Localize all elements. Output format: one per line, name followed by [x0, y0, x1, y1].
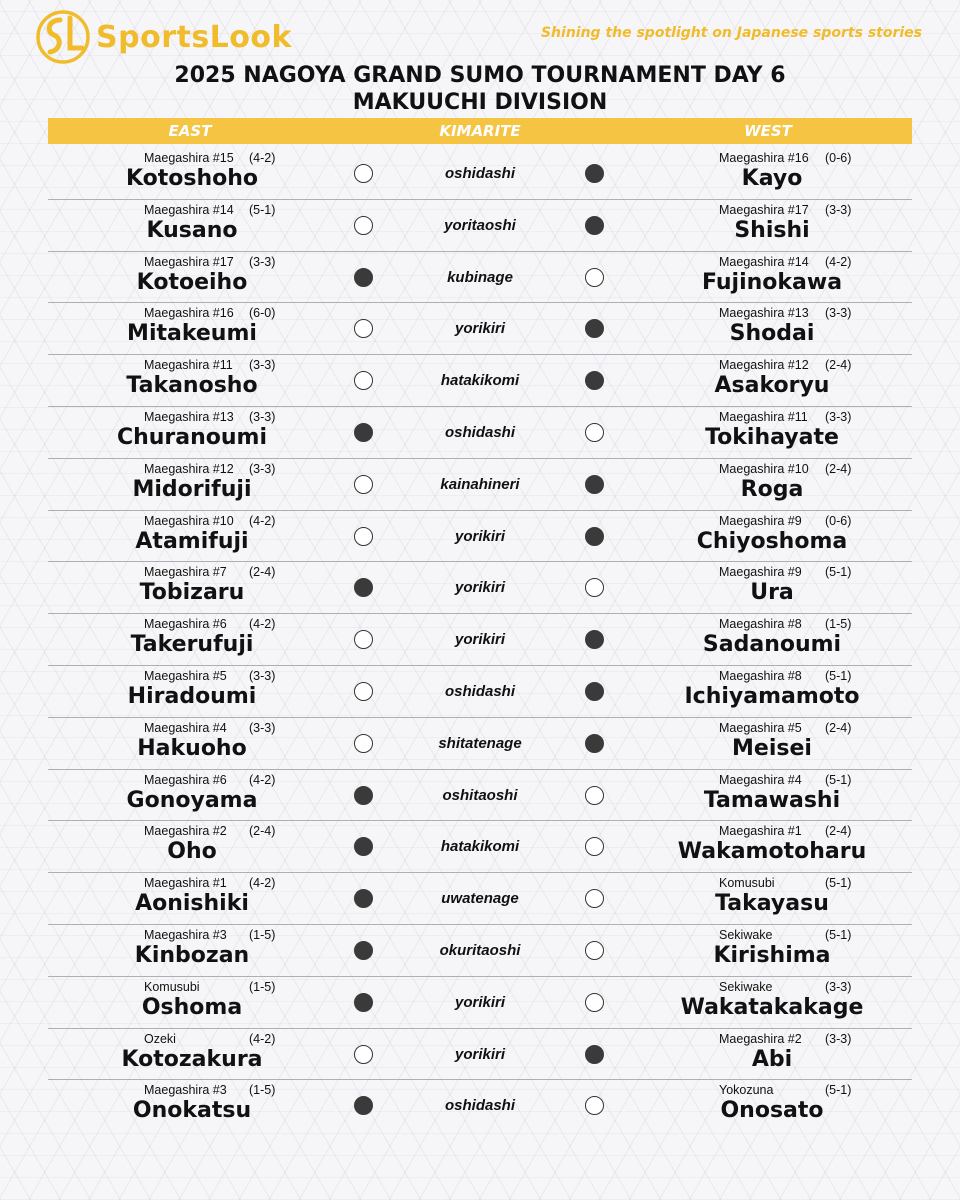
east-rank: Maegashira #4: [144, 720, 227, 735]
east-record: (6-0): [249, 306, 276, 321]
east-wrestler: [88, 303, 388, 354]
bout-row: [48, 770, 912, 822]
east-wrestler: [88, 459, 388, 510]
east-name: Takanosho: [126, 373, 258, 399]
west-rank: Maegashira #9: [719, 565, 802, 580]
west-record: (2-4): [825, 824, 852, 839]
west-rank: Maegashira #8: [719, 617, 802, 632]
east-wrestler: [88, 1029, 388, 1080]
bout-list: [48, 148, 912, 1132]
east-wrestler: [88, 614, 388, 665]
west-rank: Maegashira #5: [719, 720, 802, 735]
east-result-black-circle-icon: [354, 423, 373, 442]
east-wrestler: [88, 770, 388, 821]
west-wrestler: [618, 873, 918, 924]
kimarite: uwatenage: [441, 890, 519, 908]
west-rank: Maegashira #1: [719, 824, 802, 839]
west-record: (3-3): [825, 979, 852, 994]
east-wrestler: [88, 925, 388, 976]
kimarite: yorikiri: [454, 527, 506, 545]
west-wrestler: [618, 821, 918, 872]
west-result-black-circle-icon: [585, 371, 604, 390]
east-result-white-circle-icon: [354, 475, 373, 494]
west-rank: Maegashira #8: [719, 668, 802, 683]
west-result-white-circle-icon: [585, 889, 604, 908]
east-name: Kotoeiho: [136, 269, 248, 295]
west-name: Ura: [750, 580, 794, 606]
east-record: (4-2): [249, 513, 276, 528]
east-result-white-circle-icon: [354, 164, 373, 183]
bout-row: [48, 407, 912, 459]
east-name: Kinbozan: [134, 942, 250, 968]
east-name: Kotozakura: [121, 1046, 263, 1072]
east-rank: Maegashira #10: [144, 513, 234, 528]
east-name: Churanoumi: [116, 424, 268, 450]
east-result-black-circle-icon: [354, 268, 373, 287]
west-result-black-circle-icon: [585, 734, 604, 753]
kimarite: yorikiri: [454, 1045, 506, 1063]
brand-name: SportsLook: [96, 19, 292, 55]
east-record: (3-3): [249, 668, 276, 683]
east-wrestler: [88, 821, 388, 872]
bout-row: [48, 614, 912, 666]
east-result-white-circle-icon: [354, 527, 373, 546]
east-name: Gonoyama: [126, 787, 258, 813]
kimarite: okuritaoshi: [439, 941, 521, 959]
west-name: Wakamotoharu: [677, 839, 867, 865]
west-rank: Sekiwake: [719, 979, 773, 994]
west-record: (5-1): [825, 1083, 852, 1098]
west-result-black-circle-icon: [585, 630, 604, 649]
east-record: (3-3): [249, 720, 276, 735]
west-wrestler: [618, 148, 918, 199]
west-rank: Maegashira #11: [719, 409, 808, 424]
west-rank: Maegashira #13: [719, 306, 809, 321]
title-line-1: 2025 NAGOYA GRAND SUMO TOURNAMENT DAY 6: [174, 63, 786, 88]
east-result-white-circle-icon: [354, 1045, 373, 1064]
east-record: (4-2): [249, 617, 276, 632]
east-rank: Maegashira #17: [144, 254, 234, 269]
kimarite: kubinage: [447, 268, 513, 286]
west-rank: Komusubi: [719, 876, 775, 891]
title-line-2: MAKUUCHI DIVISION: [352, 90, 608, 115]
east-name: Hakuoho: [137, 735, 247, 761]
west-record: (0-6): [825, 151, 852, 165]
bout-row: [48, 303, 912, 355]
west-name: Ichiyamamoto: [684, 683, 860, 709]
west-result-white-circle-icon: [585, 993, 604, 1012]
bout-row: [48, 459, 912, 511]
west-record: (5-1): [825, 876, 852, 891]
west-name: Wakatakakage: [680, 994, 864, 1020]
west-wrestler: [618, 200, 918, 251]
west-record: (5-1): [825, 927, 852, 942]
west-rank: Maegashira #12: [719, 358, 809, 373]
west-result-white-circle-icon: [585, 578, 604, 597]
kimarite: hatakikomi: [440, 838, 520, 856]
west-wrestler: [618, 925, 918, 976]
east-record: (3-3): [249, 358, 276, 373]
east-result-black-circle-icon: [354, 993, 373, 1012]
west-rank: Sekiwake: [719, 927, 773, 942]
east-rank: Maegashira #1: [144, 876, 227, 891]
east-rank: Maegashira #7: [144, 565, 227, 580]
bout-row: [48, 148, 912, 200]
kimarite: yorikiri: [454, 993, 506, 1011]
header-east: EAST: [168, 122, 212, 140]
kimarite: kainahineri: [440, 475, 520, 493]
west-rank: Maegashira #14: [719, 254, 809, 269]
east-wrestler: [88, 977, 388, 1028]
west-name: Tokihayate: [705, 424, 839, 450]
west-record: (3-3): [825, 306, 852, 321]
west-name: Sadanoumi: [702, 632, 842, 658]
kimarite: hatakikomi: [440, 372, 520, 390]
west-name: Chiyoshoma: [696, 528, 848, 554]
west-record: (2-4): [825, 358, 852, 373]
west-wrestler: [618, 562, 918, 613]
east-record: (4-2): [249, 1031, 276, 1046]
east-rank: Maegashira #13: [144, 409, 234, 424]
west-name: Meisei: [732, 735, 812, 761]
kimarite: oshidashi: [444, 1097, 515, 1115]
east-wrestler: [88, 873, 388, 924]
east-rank: Maegashira #3: [144, 927, 227, 942]
bout-row: [48, 1080, 912, 1132]
west-wrestler: [618, 1080, 918, 1132]
east-record: (3-3): [249, 461, 276, 476]
west-rank: Yokozuna: [719, 1083, 774, 1098]
bout-row: [48, 925, 912, 977]
west-wrestler: [618, 614, 918, 665]
east-wrestler: [88, 562, 388, 613]
east-rank: Maegashira #16: [144, 306, 234, 321]
west-name: Tamawashi: [703, 787, 841, 813]
west-result-black-circle-icon: [585, 527, 604, 546]
east-wrestler: [88, 148, 388, 199]
west-name: Shodai: [729, 321, 815, 347]
east-rank: Maegashira #12: [144, 461, 234, 476]
header-west: WEST: [744, 122, 792, 140]
east-name: Oho: [167, 839, 217, 865]
bout-row: [48, 666, 912, 718]
west-record: (3-3): [825, 1031, 852, 1046]
bout-row: [48, 873, 912, 925]
west-record: (1-5): [825, 617, 852, 632]
east-wrestler: [88, 252, 388, 303]
west-wrestler: [618, 1029, 918, 1080]
west-result-white-circle-icon: [585, 423, 604, 442]
west-rank: Maegashira #4: [719, 772, 802, 787]
east-name: Takerufuji: [130, 632, 254, 658]
east-wrestler: [88, 511, 388, 562]
east-rank: Ozeki: [144, 1031, 176, 1046]
west-result-white-circle-icon: [585, 1096, 604, 1115]
east-rank: Komusubi: [144, 979, 200, 994]
bout-row: [48, 718, 912, 770]
bout-row: [48, 977, 912, 1029]
west-rank: Maegashira #17: [719, 202, 809, 217]
west-record: (2-4): [825, 720, 852, 735]
east-record: (3-3): [249, 254, 276, 269]
east-record: (4-2): [249, 151, 276, 165]
table-header: [48, 118, 912, 144]
east-wrestler: [88, 407, 388, 458]
east-name: Aonishiki: [135, 891, 249, 917]
kimarite: yorikiri: [454, 579, 506, 597]
west-wrestler: [618, 459, 918, 510]
west-rank: Maegashira #16: [719, 151, 809, 165]
east-result-black-circle-icon: [354, 941, 373, 960]
east-record: (1-5): [249, 979, 276, 994]
east-result-white-circle-icon: [354, 682, 373, 701]
west-wrestler: [618, 355, 918, 406]
east-wrestler: [88, 200, 388, 251]
kimarite: oshidashi: [444, 423, 515, 441]
east-record: (4-2): [249, 772, 276, 787]
west-name: Kayo: [741, 166, 803, 191]
east-record: (4-2): [249, 876, 276, 891]
east-wrestler: [88, 1080, 388, 1132]
west-record: (5-1): [825, 565, 852, 580]
east-name: Hiradoumi: [127, 683, 257, 709]
west-result-black-circle-icon: [585, 216, 604, 235]
east-name: Mitakeumi: [127, 321, 257, 347]
kimarite: oshidashi: [444, 165, 515, 182]
west-result-white-circle-icon: [585, 268, 604, 287]
east-result-white-circle-icon: [354, 216, 373, 235]
east-record: (2-4): [249, 565, 276, 580]
west-wrestler: [618, 407, 918, 458]
east-rank: Maegashira #11: [144, 358, 233, 373]
east-rank: Maegashira #14: [144, 202, 234, 217]
west-name: Takayasu: [715, 891, 829, 917]
east-rank: Maegashira #5: [144, 668, 227, 683]
bout-row: [48, 821, 912, 873]
east-name: Tobizaru: [139, 580, 245, 606]
kimarite: shitatenage: [438, 734, 522, 752]
east-rank: Maegashira #3: [144, 1083, 227, 1098]
east-result-black-circle-icon: [354, 786, 373, 805]
west-result-black-circle-icon: [585, 1045, 604, 1064]
page-title: [0, 62, 960, 116]
brand-tagline: Shining the spotlight on Japanese sports stories: [540, 25, 922, 41]
west-rank: Maegashira #10: [719, 461, 809, 476]
west-record: (3-3): [825, 202, 852, 217]
east-wrestler: [88, 718, 388, 769]
east-name: Midorifuji: [132, 476, 252, 502]
west-wrestler: [618, 303, 918, 354]
east-name: Onokatsu: [132, 1098, 252, 1124]
west-name: Fujinokawa: [701, 269, 843, 295]
west-record: (4-2): [825, 254, 852, 269]
west-record: (3-3): [825, 409, 852, 424]
bout-row: [48, 1029, 912, 1081]
west-rank: Maegashira #2: [719, 1031, 802, 1046]
west-wrestler: [618, 666, 918, 717]
east-wrestler: [88, 355, 388, 406]
east-result-white-circle-icon: [354, 734, 373, 753]
east-name: Oshoma: [141, 994, 243, 1020]
west-result-black-circle-icon: [585, 682, 604, 701]
east-record: (1-5): [249, 1083, 276, 1098]
east-record: (1-5): [249, 927, 276, 942]
bout-row: [48, 252, 912, 304]
kimarite: yorikiri: [454, 320, 506, 338]
west-name: Onosato: [720, 1098, 824, 1124]
west-result-white-circle-icon: [585, 941, 604, 960]
west-wrestler: [618, 252, 918, 303]
east-name: Kusano: [146, 217, 238, 243]
east-rank: Maegashira #15: [144, 151, 234, 165]
west-name: Roga: [740, 476, 804, 502]
west-wrestler: [618, 770, 918, 821]
east-rank: Maegashira #6: [144, 772, 227, 787]
west-rank: Maegashira #9: [719, 513, 802, 528]
east-record: (2-4): [249, 824, 276, 839]
west-result-black-circle-icon: [585, 475, 604, 494]
east-rank: Maegashira #6: [144, 617, 227, 632]
brand-logo: [34, 8, 292, 66]
kimarite: yoritaoshi: [444, 216, 516, 234]
west-result-white-circle-icon: [585, 786, 604, 805]
east-name: Atamifuji: [135, 528, 249, 554]
bout-row: [48, 511, 912, 563]
west-result-white-circle-icon: [585, 837, 604, 856]
east-record: (5-1): [249, 202, 276, 217]
east-record: (3-3): [249, 409, 276, 424]
east-rank: Maegashira #2: [144, 824, 227, 839]
kimarite: oshidashi: [444, 682, 515, 700]
bout-row: [48, 562, 912, 614]
east-name: Kotoshoho: [125, 166, 259, 191]
west-record: (5-1): [825, 668, 852, 683]
west-name: Abi: [751, 1046, 793, 1072]
header-kimarite: KIMARITE: [439, 122, 521, 140]
bout-row: [48, 200, 912, 252]
west-record: (5-1): [825, 772, 852, 787]
kimarite: yorikiri: [454, 631, 506, 649]
west-record: (0-6): [825, 513, 852, 528]
west-record: (2-4): [825, 461, 852, 476]
west-name: Shishi: [734, 217, 810, 243]
sportslook-logo-icon: [34, 8, 94, 66]
west-wrestler: [618, 511, 918, 562]
west-result-black-circle-icon: [585, 164, 604, 183]
bout-row: [48, 355, 912, 407]
west-wrestler: [618, 718, 918, 769]
kimarite: oshitaoshi: [442, 786, 518, 804]
west-result-black-circle-icon: [585, 319, 604, 338]
west-name: Kirishima: [713, 942, 831, 968]
west-name: Asakoryu: [714, 373, 830, 399]
west-wrestler: [618, 977, 918, 1028]
east-wrestler: [88, 666, 388, 717]
